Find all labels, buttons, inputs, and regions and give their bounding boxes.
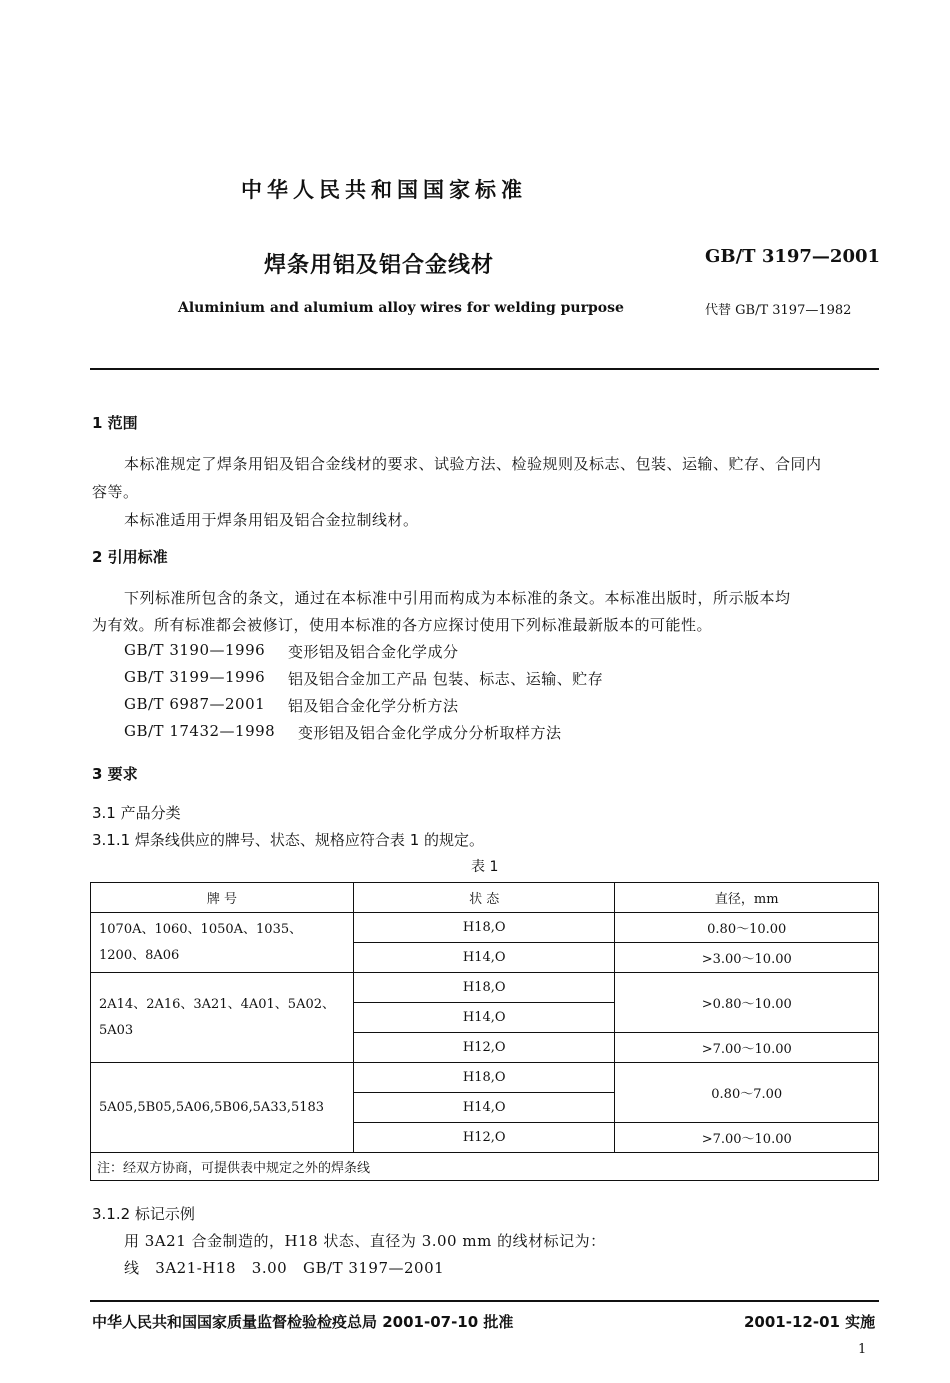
table-1 — [90, 882, 879, 1181]
section-1-paragraph-line-1: 本标准规定了焊条用铝及铝合金线材的要求、试验方法、检验规则及标志、包装、运输、贮存、合同内 — [124, 455, 822, 473]
reference-code: GB/T 3199—1996 — [124, 668, 266, 686]
reference-name: 铝及铝合金化学分析方法 — [288, 697, 459, 715]
standard-number: GB/T 3197—2001 — [705, 246, 881, 267]
grade-cell: 5A05,5B05,5A06,5B06,5A33,5183 — [91, 1063, 354, 1153]
effective-date: 2001-12-01 实施 — [744, 1313, 876, 1331]
section-2-paragraph-line-1: 下列标准所包含的条文，通过在本标准中引用而构成为本标准的条文。本标准出版时，所示版本均 — [124, 589, 791, 607]
table-header-row — [91, 883, 879, 913]
reference-name: 变形铝及铝合金化学成分 — [288, 643, 459, 661]
header-temper: 状 态 — [353, 883, 615, 913]
table-row — [91, 973, 879, 1003]
temper-cell: H14,O — [353, 1003, 615, 1033]
section-3-1-1-text: 3.1.1 焊条线供应的牌号、状态、规格应符合表 1 的规定。 — [92, 831, 485, 849]
section-3-1-heading: 3.1 产品分类 — [92, 804, 181, 822]
marking-example: 线 3A21-H18 3.00 GB/T 3197—2001 — [124, 1259, 445, 1277]
temper-cell: H12,O — [353, 1033, 615, 1063]
diameter-cell: >7.00～10.00 — [615, 1033, 879, 1063]
document-title-cn: 焊条用铝及铝合金线材 — [264, 253, 495, 278]
marking-example-intro: 用 3A21 合金制造的，H18 状态、直径为 3.00 mm 的线材标记为： — [124, 1232, 606, 1250]
temper-cell: H14,O — [353, 1093, 615, 1123]
section-2-paragraph-line-2: 为有效。所有标准都会被修订，使用本标准的各方应探讨使用下列标准最新版本的可能性。 — [92, 616, 713, 634]
reference-name: 铝及铝合金加工产品 包装、标志、运输、贮存 — [288, 670, 604, 688]
table-caption: 表 1 — [471, 859, 499, 875]
national-standard-title: 中华人民共和国国家标准 — [241, 178, 527, 202]
diameter-cell: >7.00～10.00 — [615, 1123, 879, 1153]
section-1-heading: 1 范围 — [92, 414, 138, 432]
replaces-standard: 代替 GB/T 3197—1982 — [705, 303, 852, 318]
reference-name: 变形铝及铝合金化学成分分析取样方法 — [298, 724, 562, 742]
section-3-heading: 3 要求 — [92, 765, 138, 783]
temper-cell: H18,O — [353, 913, 615, 943]
table-note-row — [91, 1153, 879, 1181]
temper-cell: H18,O — [353, 1063, 615, 1093]
footer-rule — [90, 1300, 879, 1302]
temper-cell: H18,O — [353, 973, 615, 1003]
section-1-paragraph-2: 本标准适用于焊条用铝及铝合金拉制线材。 — [124, 511, 419, 529]
approval-line: 中华人民共和国国家质量监督检验检疫总局 2001-07-10 批准 — [92, 1313, 514, 1331]
section-2-heading: 2 引用标准 — [92, 548, 168, 566]
section-1-paragraph-line-2: 容等。 — [92, 483, 139, 501]
document-title-en: Aluminium and alumium alloy wires for welding purpose — [178, 300, 624, 316]
reference-code: GB/T 17432—1998 — [124, 722, 276, 740]
reference-code: GB/T 3190—1996 — [124, 641, 266, 659]
header-grade: 牌 号 — [91, 883, 354, 913]
table-row — [91, 1063, 879, 1093]
header-diameter: 直径，mm — [615, 883, 879, 913]
section-3-1-2-heading: 3.1.2 标记示例 — [92, 1205, 195, 1223]
diameter-cell: >3.00～10.00 — [615, 943, 879, 973]
diameter-cell: 0.80～7.00 — [615, 1063, 879, 1123]
table-row — [91, 913, 879, 943]
grade-cell: 2A14、2A16、3A21、4A01、5A02、5A03 — [91, 973, 354, 1063]
diameter-cell: 0.80～10.00 — [615, 913, 879, 943]
diameter-cell: >0.80～10.00 — [615, 973, 879, 1033]
header-rule — [90, 368, 879, 370]
reference-code: GB/T 6987—2001 — [124, 695, 266, 713]
temper-cell: H12,O — [353, 1123, 615, 1153]
temper-cell: H14,O — [353, 943, 615, 973]
grade-cell: 1070A、1060、1050A、1035、1200、8A06 — [91, 913, 354, 973]
page-number: 1 — [858, 1342, 867, 1357]
table-note: 注：经双方协商，可提供表中规定之外的焊条线 — [91, 1153, 879, 1181]
